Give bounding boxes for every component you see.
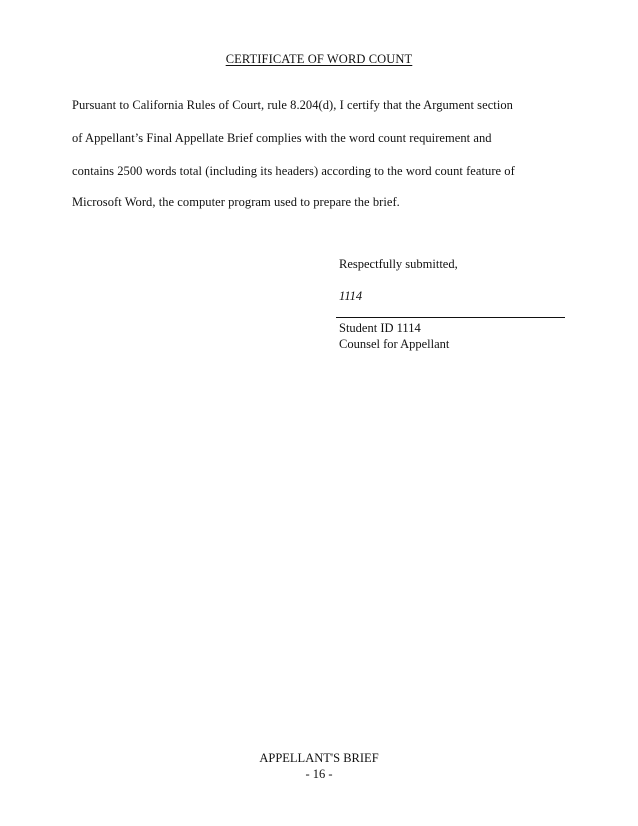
body-line-4: Microsoft Word, the computer program used to prepare the brief. — [72, 195, 400, 209]
body-line-1: Pursuant to California Rules of Court, rule 8.204(d), I certify that the Argument section — [72, 98, 513, 112]
signatory-name: Student ID 1114 — [339, 321, 421, 335]
body-line-2: of Appellant’s Final Appellate Brief complies with the word count requirement and — [72, 131, 492, 145]
signatory-role: Counsel for Appellant — [339, 337, 450, 351]
signature-closing: Respectfully submitted, — [339, 257, 458, 271]
signature-line — [336, 317, 565, 318]
page-number: - 16 - — [305, 767, 333, 781]
certificate-title: CERTIFICATE OF WORD COUNT — [225, 52, 413, 66]
footer-label: APPELLANT'S BRIEF — [259, 751, 379, 765]
signature-text: 1114 — [339, 289, 363, 303]
body-line-3: contains 2500 words total (including its headers) according to the word count feature of — [72, 164, 515, 178]
